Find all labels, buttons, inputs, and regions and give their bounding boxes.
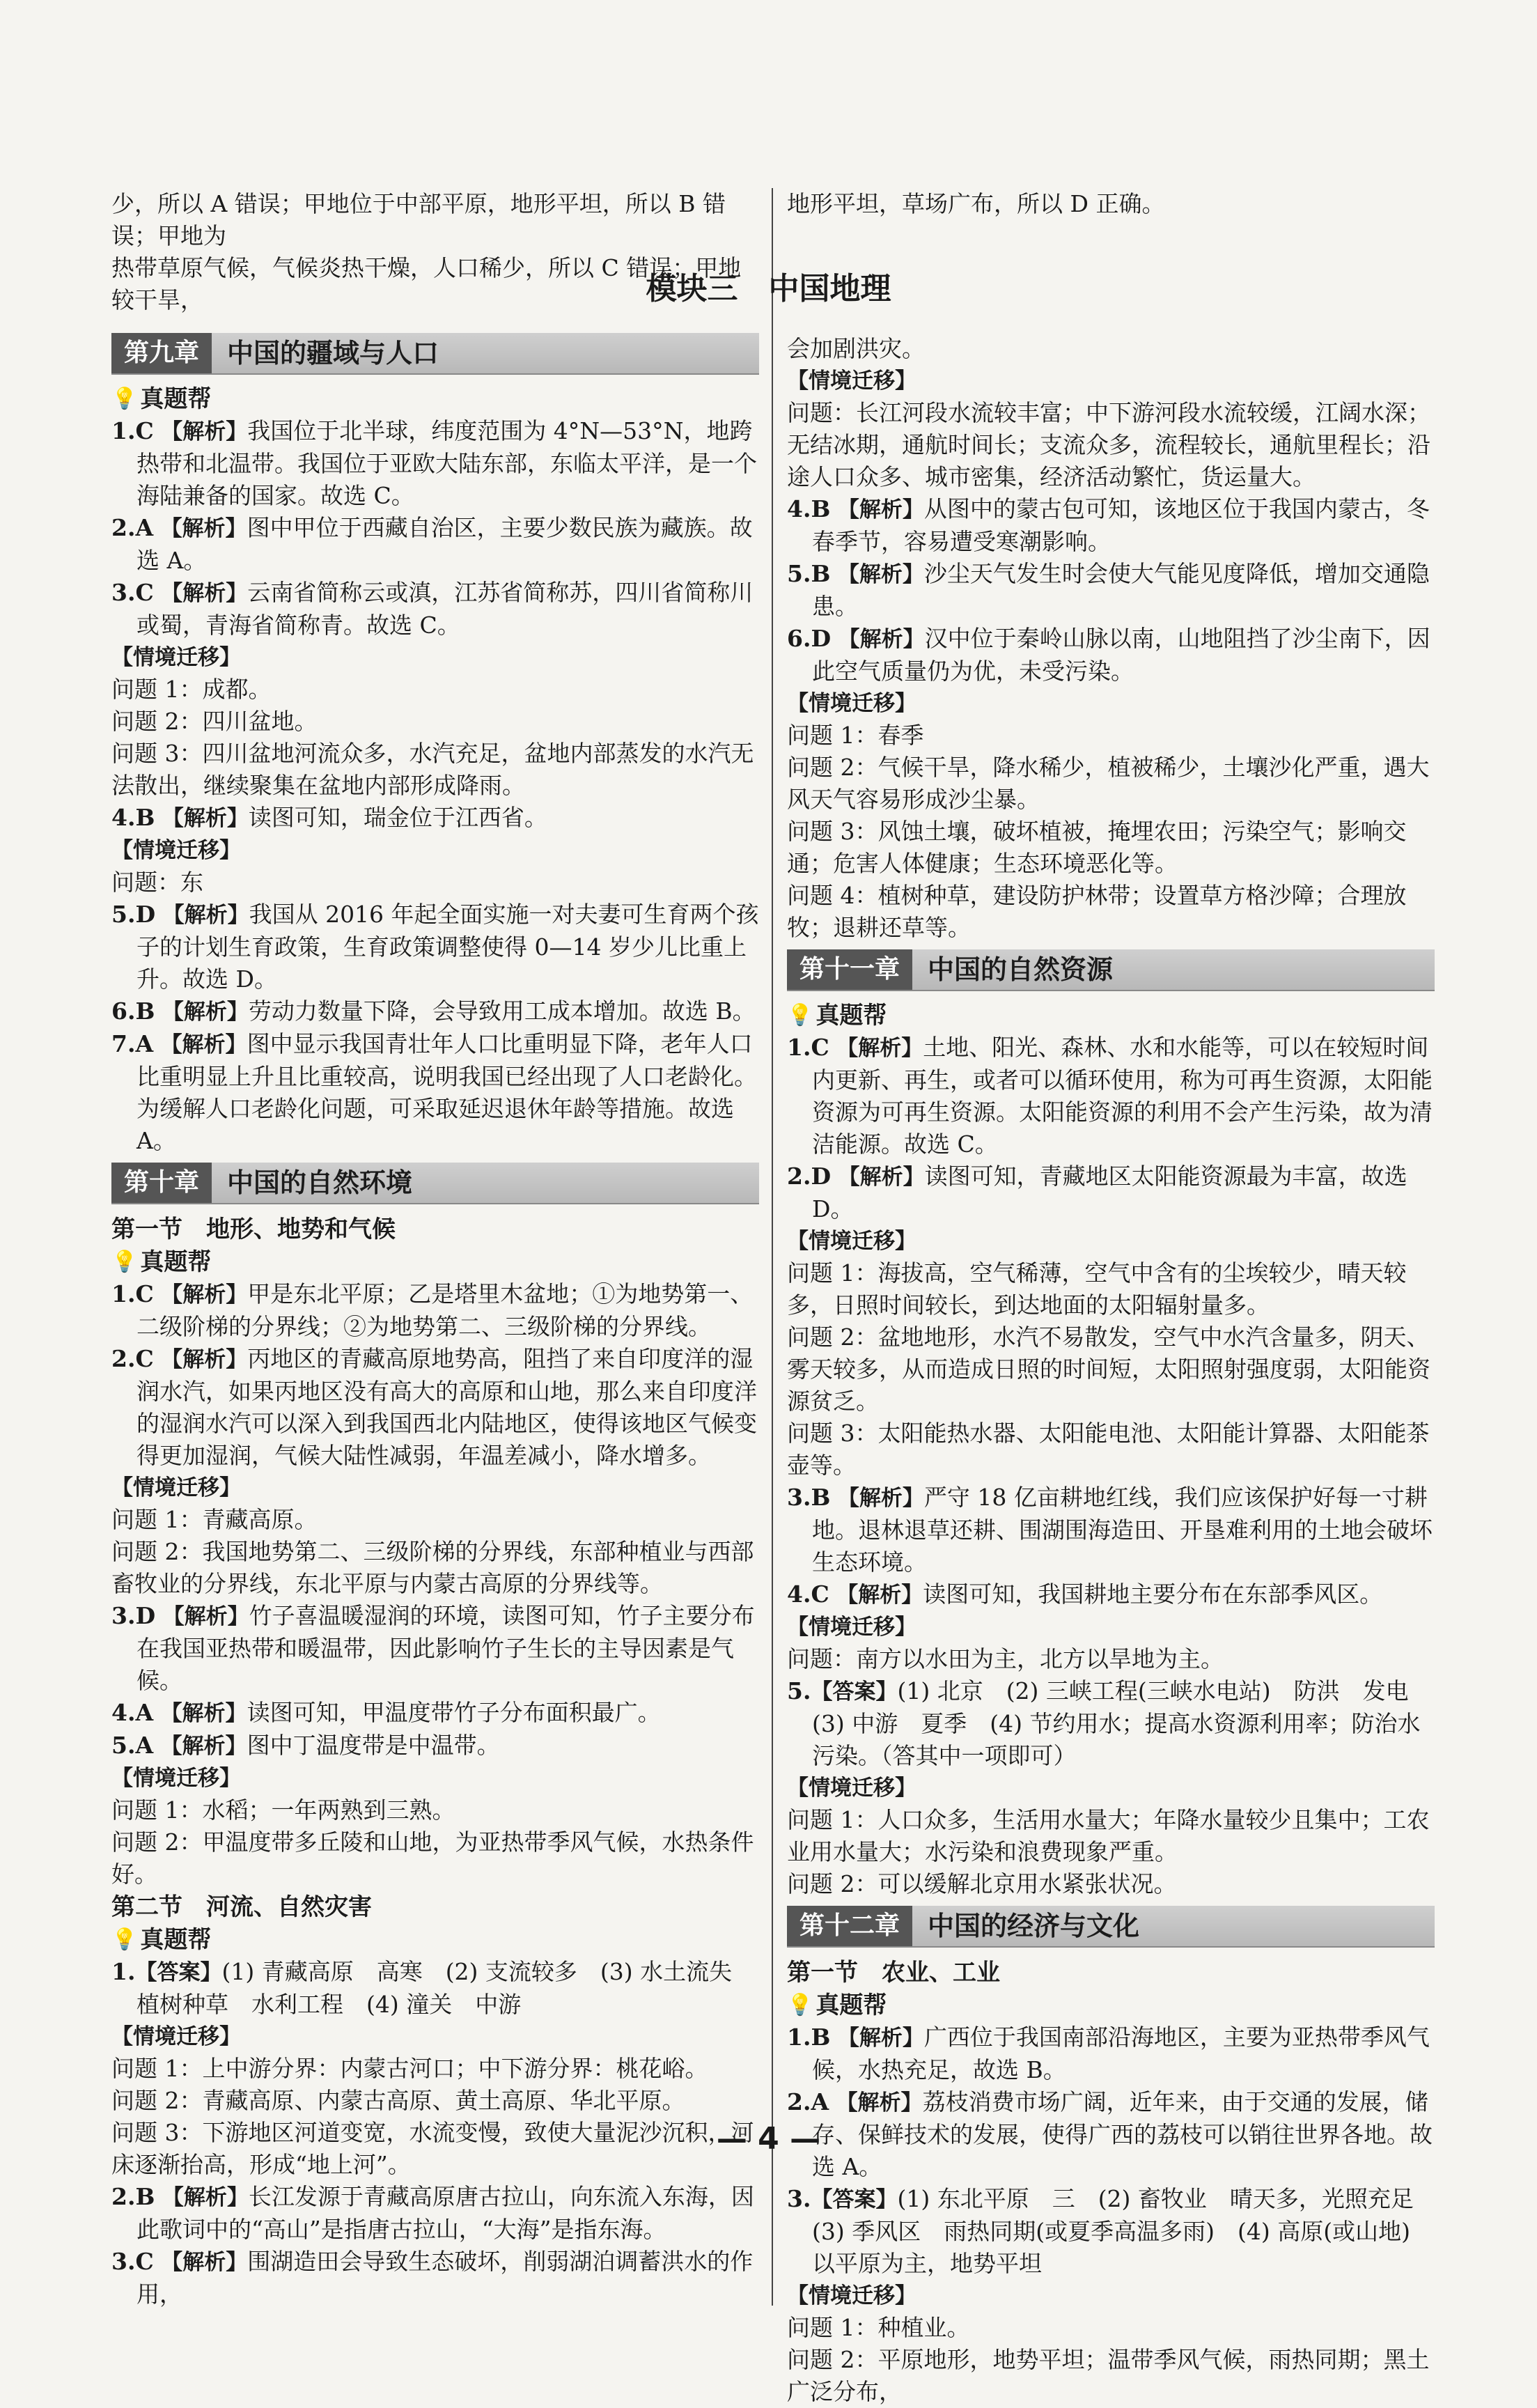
right-column: [787, 327, 1435, 2408]
page-number: — 4 —: [716, 2121, 821, 2157]
answer-item: 4.B 【解析】读图可知，瑞金位于江西省。: [111, 804, 547, 831]
answer-item: 2.C 【解析】丙地区的青藏高原地势高，阻挡了来自印度洋的湿润水汽，如果丙地区没有高大的高原和山地，那么来自印度洋的湿润水汽可以深入到我国西北内陆地区，使得该地区气候变得更加湿润，气候大陆性减弱，年温差减小，降水增多。: [111, 1345, 757, 1469]
chapter-11-header: [787, 949, 1435, 991]
scenario-answer: 问题 1：水稻；一年两熟到三熟。: [111, 1796, 455, 1824]
lightbulb-icon: 💡: [111, 1250, 138, 1274]
answer-item: 6.D 【解析】汉中位于秦岭山脉以南，山地阻挡了沙尘南下，因此空气质量仍为优，未受污染。: [787, 625, 1430, 685]
answer-item: 1.【答案】(1) 青藏高原 高寒 (2) 支流较多 (3) 水土流失 植树种草 水利工程 (4) 潼关 中游: [111, 1958, 756, 2018]
lightbulb-icon: 💡: [787, 1993, 813, 2017]
scenario-label: 【情境迁移】: [787, 368, 916, 394]
scenario-label: 【情境迁移】: [787, 691, 916, 716]
section-title: 第二节 河流、自然灾害: [111, 1893, 372, 1921]
scenario-label: 【情境迁移】: [787, 1615, 916, 1640]
scenario-label: 【情境迁移】: [111, 645, 241, 670]
scenario-answer: 问题 2：甲温度带多丘陵和山地，为亚热带季风气候，水热条件好。: [111, 1828, 754, 1888]
answer-item: 3.B 【解析】严守 18 亿亩耕地红线，我们应该保护好每一寸耕地。退林退草还耕、围湖围海造田、开垦难利用的土地会破坏生态环境。: [787, 1484, 1433, 1576]
scenario-answer: 问题 1：成都。: [111, 676, 272, 703]
scenario-answer: 问题 1：种植业。: [787, 2314, 970, 2341]
scenario-answer: 问题 3：下游地区河道变宽，水流变慢，致使大量泥沙沉积，河床逐渐抬高，形成“地上河”。: [111, 2119, 754, 2178]
chapter-name: 中国的疆域与人口: [227, 338, 439, 368]
left-column: [111, 327, 759, 2310]
scenario-label: 【情境迁移】: [787, 1776, 916, 1801]
section-title: 第一节 农业、工业: [787, 1959, 1000, 1987]
chapter-number: 第十章: [111, 1163, 212, 1203]
zhentibang-label: 💡 真题帮: [111, 383, 759, 415]
answer-item: 2.B 【解析】长江发源于青藏高原唐古拉山，向东流入东海，因此歌词中的“高山”是指唐古拉山，“大海”是指东海。: [111, 2183, 754, 2243]
chapter-9-header: [111, 333, 759, 375]
chapter-number: 第十二章: [787, 1906, 912, 1946]
continued-text: 会加剧洪灾。: [787, 335, 925, 362]
scenario-answer: 问题 3：太阳能热水器、太阳能电池、太阳能计算器、太阳能茶壶等。: [787, 1420, 1430, 1479]
chapter-name: 中国的经济与文化: [928, 1911, 1140, 1941]
top-right-text: [787, 188, 1435, 220]
scenario-answer: 问题 1：青藏高原。: [111, 1506, 318, 1533]
scenario-answer: 问题 1：春季: [787, 722, 924, 749]
answer-item: 2.D 【解析】读图可知，青藏地区太阳能资源最为丰富，故选 D。: [787, 1163, 1407, 1222]
scenario-answer: 问题：南方以水田为主，北方以旱地为主。: [787, 1645, 1224, 1672]
answer-item: 3.C 【解析】围湖造田会导致生态破坏，削弱湖泊调蓄洪水的作用，: [111, 2248, 754, 2308]
scenario-answer: 问题 1：海拔高，空气稀薄，空气中含有的尘埃较少，晴天较多，日照时间较长，到达地面的太阳辐射量多。: [787, 1259, 1407, 1319]
text-line: 少，所以 A 错误；甲地位于中部平原，地形平坦，所以 B 错误；甲地为: [111, 190, 726, 249]
text-line: 热带草原气候，气候炎热干燥，人口稀少，所以 C 错误；甲地较干旱，: [111, 254, 742, 313]
answer-item: 6.B 【解析】劳动力数量下降，会导致用工成本增加。故选 B。: [111, 997, 756, 1025]
chapter-number: 第九章: [111, 333, 212, 373]
column-divider: [772, 188, 773, 2306]
zhentibang-label: 💡 真题帮: [111, 1246, 759, 1278]
zhentibang-label: 💡 真题帮: [111, 1924, 759, 1956]
scenario-answer: 问题 3：四川盆地河流众多，水汽充足，盆地内部蒸发的水汽无法散出，继续聚集在盆地内部形成降雨。: [111, 740, 754, 799]
chapter-number: 第十一章: [787, 949, 912, 990]
answer-item: 3.D 【解析】竹子喜温暖湿润的环境，读图可知，竹子主要分布在我国亚热带和暖温带，因此影响竹子生长的主导因素是气候。: [111, 1602, 755, 1694]
answer-item: 4.A 【解析】读图可知，甲温度带竹子分布面积最广。: [111, 1699, 661, 1726]
module-title: 模块三 中国地理: [646, 271, 891, 306]
zhentibang-label: 💡 真题帮: [787, 1000, 1435, 1032]
answer-item: 3.【答案】(1) 东北平原 三 (2) 畜牧业 晴天多，光照充足 (3) 季风区 雨热同期(或夏季高温多雨) (4) 高原(或山地) 以平原为主，地势平坦: [787, 2185, 1437, 2277]
scenario-answer: 问题 2：青藏高原、内蒙古高原、黄土高原、华北平原。: [111, 2087, 685, 2114]
answer-item: 5.D 【解析】我国从 2016 年起全面实施一对夫妻可生育两个孩子的计划生育政策，生育政策调整使得 0—14 岁少儿比重上升。故选 D。: [111, 901, 759, 993]
chapter-10-header: [111, 1163, 759, 1204]
answer-item: 1.B 【解析】广西位于我国南部沿海地区，主要为亚热带季风气候，水热充足，故选 B。: [787, 2024, 1430, 2083]
scenario-answer: 问题 2：四川盆地。: [111, 708, 318, 735]
scenario-answer: 问题 3：风蚀土壤，破坏植被，掩埋农田；污染空气；影响交通；危害人体健康；生态环境恶化等。: [787, 818, 1407, 877]
scenario-answer: 问题 2：可以缓解北京用水紧张状况。: [787, 1870, 1177, 1897]
answer-item: 4.C 【解析】读图可知，我国耕地主要分布在东部季风区。: [787, 1580, 1383, 1608]
scenario-answer: 问题：东: [111, 869, 203, 896]
answer-item: 5.B 【解析】沙尘天气发生时会使大气能见度降低，增加交通隐患。: [787, 560, 1430, 620]
scenario-answer: 问题 1：人口众多，生活用水量大；年降水量较少且集中；工农业用水量大；水污染和浪费现象严重。: [787, 1806, 1430, 1865]
chapter-12-header: [787, 1906, 1435, 1948]
scenario-answer: 问题 2：盆地地形，水汽不易散发，空气中水汽含量多，阴天、雾天较多，从而造成日照的时间短，太阳照射强度弱，太阳能资源贫乏。: [787, 1323, 1430, 1415]
answer-item: 1.C 【解析】土地、阳光、森林、水和水能等，可以在较短时间内更新、再生，或者可以循环使用，称为可再生资源，太阳能资源为可再生资源。太阳能资源的利用不会产生污染，故为清洁能源。故选 C。: [787, 1034, 1433, 1158]
zhentibang-label: 💡 真题帮: [787, 1989, 1435, 2021]
scenario-answer: 问题 4：植树种草，建设防护林带；设置草方格沙障；合理放牧；退耕还草等。: [787, 882, 1407, 941]
scenario-label: 【情境迁移】: [111, 838, 241, 863]
answer-item: 1.C 【解析】甲是东北平原；乙是塔里木盆地；①为地势第一、二级阶梯的分界线；②为地势第二、三级阶梯的分界线。: [111, 1280, 754, 1340]
scenario-answer: 问题 1：上中游分界：内蒙古河口；中下游分界：桃花峪。: [111, 2055, 708, 2082]
scenario-answer: 问题 2：我国地势第二、三级阶梯的分界线，东部种植业与西部畜牧业的分界线，东北平原与内蒙古高原的分界线等。: [111, 1538, 754, 1597]
answer-item: 3.C 【解析】云南省简称云或滇，江苏省简称苏，四川省简称川或蜀，青海省简称青。故选 C。: [111, 579, 754, 639]
scenario-label: 【情境迁移】: [111, 1766, 241, 1791]
answer-item: 1.C 【解析】我国位于北半球，纬度范围为 4°N—53°N，地跨热带和北温带。我国位于亚欧大陆东部，东临太平洋，是一个海陆兼备的国家。故选 C。: [111, 417, 757, 509]
scenario-answer: 问题：长江河段水流较丰富；中下游河段水流较缓，江阔水深；无结冰期，通航时间长；支流众多，流程较长，通航里程长；沿途人口众多、城市密集，经济活动繁忙，货运量大。: [787, 399, 1430, 490]
answer-item: 2.A 【解析】图中甲位于西藏自治区，主要少数民族为藏族。故选 A。: [111, 514, 753, 574]
chapter-name: 中国的自然环境: [227, 1167, 413, 1198]
answer-item: 5.A 【解析】图中丁温度带是中温带。: [111, 1732, 500, 1759]
lightbulb-icon: 💡: [111, 1927, 138, 1952]
scenario-label: 【情境迁移】: [111, 1475, 241, 1500]
scenario-answer: 问题 2：平原地形，地势平坦；温带季风气候，雨热同期；黑土广泛分布，: [787, 2346, 1430, 2405]
answer-item: 7.A 【解析】图中显示我国青壮年人口比重明显下降，老年人口比重明显上升且比重较高，说明我国已经出现了人口老龄化。为缓解人口老龄化问题，可采取延迟退休年龄等措施。故选 A。: [111, 1030, 757, 1154]
chapter-name: 中国的自然资源: [928, 954, 1114, 985]
answer-item: 4.B 【解析】从图中的蒙古包可知，该地区位于我国内蒙古，冬春季节，容易遭受寒潮影响。: [787, 495, 1430, 555]
section-title: 第一节 地形、地势和气候: [111, 1215, 396, 1243]
scenario-label: 【情境迁移】: [787, 1229, 916, 1254]
lightbulb-icon: 💡: [787, 1003, 813, 1027]
scenario-answer: 问题 2：气候干旱，降水稀少，植被稀少，土壤沙化严重，遇大风天气容易形成沙尘暴。: [787, 754, 1430, 813]
answer-item: 2.A 【解析】荔枝消费市场广阔，近年来，由于交通的发展，储存、保鲜技术的发展，使得广西的荔枝可以销往世界各地。故选 A。: [787, 2088, 1433, 2180]
scenario-label: 【情境迁移】: [787, 2283, 916, 2308]
answer-item: 5.【答案】(1) 北京 (2) 三峡工程(三峡水电站) 防洪 发电 (3) 中游 夏季 (4) 节约用水；提高水资源利用率；防治水污染。（答其中一项即可）: [787, 1677, 1432, 1769]
scenario-label: 【情境迁移】: [111, 2024, 241, 2049]
text-line: 地形平坦，草场广布，所以 D 正确。: [787, 190, 1165, 217]
lightbulb-icon: 💡: [111, 387, 138, 411]
